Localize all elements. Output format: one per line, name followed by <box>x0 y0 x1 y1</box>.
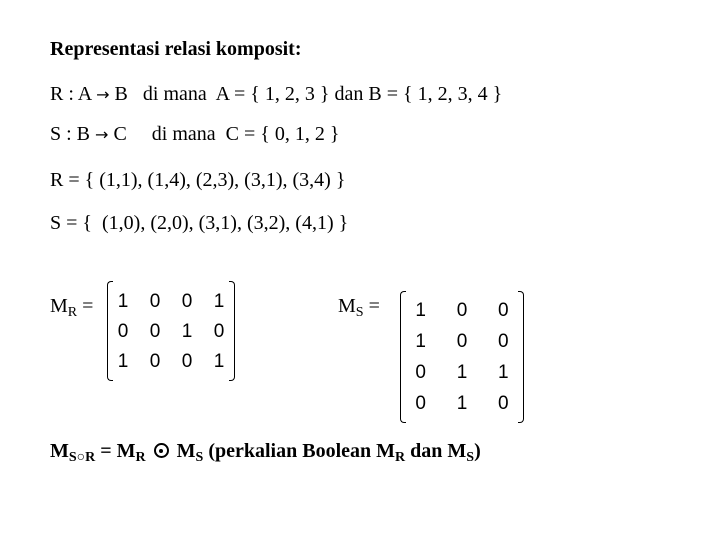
relation-s-rhs: C <box>113 123 127 145</box>
matrix-r-row <box>107 287 235 317</box>
arrow-icon: → <box>96 85 110 104</box>
matrix-s-cell: 0 <box>498 330 509 352</box>
matrix-s-cell: 1 <box>498 361 509 383</box>
relation-s-definition <box>50 123 339 146</box>
matrix-s-cell: 0 <box>456 299 468 321</box>
set-s: S = { (1,0), (2,0), (3,1), (3,2), (4,1) } <box>50 212 349 234</box>
matrix-r-row <box>107 347 235 377</box>
relation-s-rest: di mana C = { 0, 1, 2 } <box>151 123 340 145</box>
relation-s-lhs: S : B <box>50 123 91 145</box>
matrix-r-cell: 1 <box>213 351 225 372</box>
composition-formula: $M_{S○R} = M_R$ $M_S$ (perkalian Boolean $M_R$ dan $M_S$) <box>50 440 481 465</box>
matrix-s-cell: 0 <box>415 361 426 383</box>
matrix-r-cell: 0 <box>149 321 161 342</box>
matrix-s-cell: 1 <box>415 330 426 352</box>
matrix-s <box>400 291 524 423</box>
matrix-s-row <box>400 295 524 326</box>
matrix-s-cell: 0 <box>498 392 509 414</box>
matrix-r-cell: 1 <box>117 291 129 312</box>
matrix-r-cell: 0 <box>213 321 225 342</box>
matrix-s-row <box>400 326 524 357</box>
matrix-s-row <box>400 388 524 419</box>
relation-r-lhs: R : A <box>50 83 92 105</box>
matrix-r-cell: 1 <box>117 351 129 372</box>
relation-r-rest: di mana A = { 1, 2, 3 } dan B = { 1, 2, 3, 4 } <box>142 83 503 105</box>
relation-r-rhs: B <box>114 83 128 105</box>
matrix-r-cell: 0 <box>149 291 161 312</box>
matrix-r-label: $M_R$ = <box>50 295 94 320</box>
boolean-product-icon <box>154 443 169 458</box>
matrix-r-cell: 0 <box>181 291 193 312</box>
matrix-s-cell: 0 <box>498 299 509 321</box>
matrix-s-cell: 0 <box>415 392 426 414</box>
matrix-r-cell: 1 <box>181 321 193 342</box>
matrix-r-cell: 0 <box>181 351 193 372</box>
matrix-s-cell: 0 <box>456 330 468 352</box>
matrix-s-cell: 1 <box>415 299 426 321</box>
matrix-r-row <box>107 317 235 347</box>
matrix-r-cell: 0 <box>149 351 161 372</box>
matrix-r-cell: 0 <box>117 321 129 342</box>
matrix-r <box>107 281 235 381</box>
matrix-s-label: $M_S$ = <box>338 295 380 320</box>
set-r: R = { (1,1), (1,4), (2,3), (3,1), (3,4) } <box>50 169 346 191</box>
relation-r-definition <box>50 83 502 106</box>
matrix-r-cell: 1 <box>213 291 225 312</box>
heading: Representasi relasi komposit: <box>50 38 302 60</box>
arrow-icon: → <box>95 125 109 144</box>
matrix-s-cell: 1 <box>456 392 468 414</box>
matrix-s-cell: 1 <box>456 361 468 383</box>
matrix-s-row <box>400 357 524 388</box>
